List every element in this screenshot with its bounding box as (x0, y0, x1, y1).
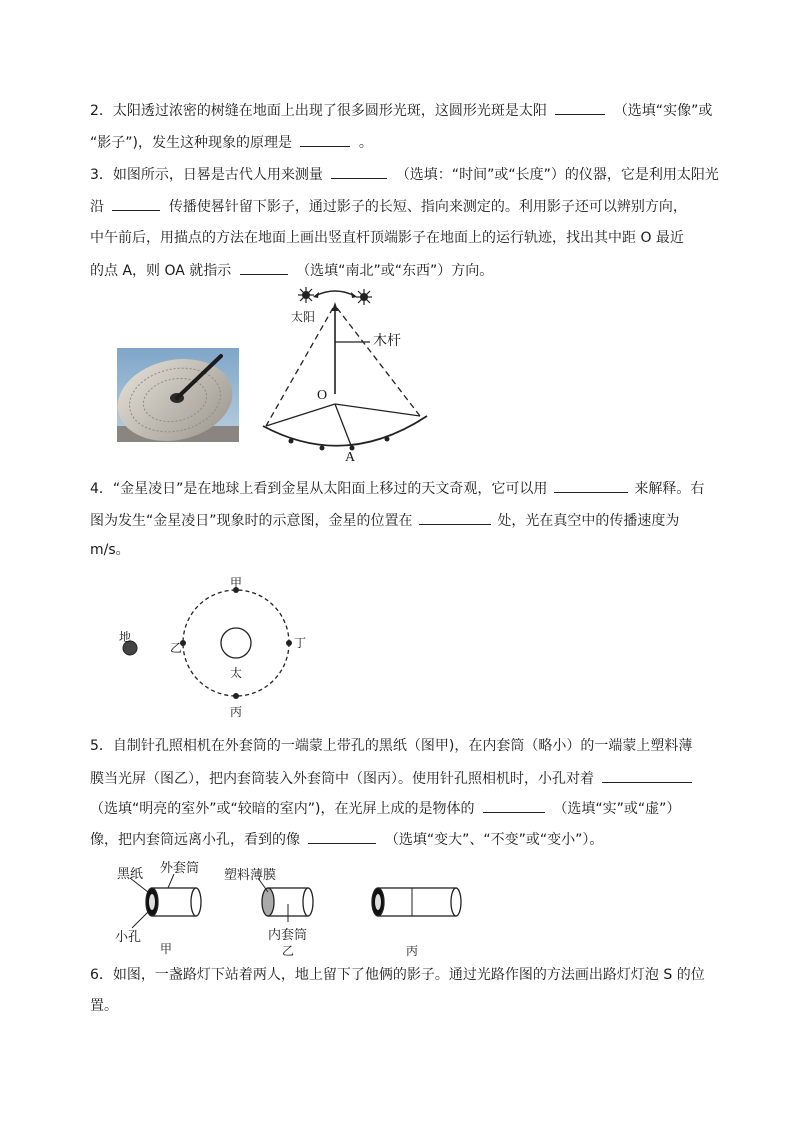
inner-tube-label: 内套筒 (268, 928, 308, 943)
caption-jia: 甲 (160, 942, 173, 956)
q4-blank-1[interactable] (554, 478, 628, 493)
jia-label: 甲 (230, 576, 243, 590)
q5-line-3: （选填“明亮的室外”或“较暗的室内”)，在光屏上成的是物体的 （选填“实”或“虚”） (90, 798, 680, 819)
q5-line-2: 膜当光屏（图乙），把内套筒装入外套筒中（图丙）。使用针孔照相机时，小孔对着 (90, 768, 692, 789)
q3-line-3: 中午前后，用描点的方法在地面上画出竖直杆顶端影子在地面上的运行轨迹，找出其中距 O 最近 (90, 230, 684, 246)
yi-label: 乙 (170, 641, 183, 655)
q3-line-4: 的点 A，则 OA 就指示 （选填“南北”或“东西”）方向。 (90, 260, 493, 281)
point-o-label: O (317, 388, 328, 403)
sun-icon (356, 289, 372, 305)
q2-line-2: “影子”)，发生这种现象的原理是 。 (90, 132, 373, 153)
q3-blank-1[interactable] (331, 164, 387, 179)
sundial-photo (117, 348, 239, 442)
q3-blank-3[interactable] (240, 260, 288, 275)
sundial-diagram (255, 284, 445, 470)
q4-blank-2[interactable] (419, 510, 491, 525)
q3-line-2: 沿 传播使晷针留下影子，通过影子的长短、指向来测定的。利用影子还可以辨别方向， (90, 196, 687, 217)
q3-blank-2[interactable] (112, 196, 160, 211)
q4-line-3: m/s。 (90, 542, 130, 558)
ding-label: 丁 (294, 636, 307, 650)
q6-line-1: 6．如图，一盏路灯下站着两人，地上留下了他俩的影子。通过光路作图的方法画出路灯灯泡 S 的位 (90, 967, 705, 983)
q4-line-2: 图为发生“金星凌日”现象时的示意图，金星的位置在 处，光在真空中的传播速度为 (90, 510, 679, 531)
q5-line-1: 5．自制针孔照相机在外套筒的一端蒙上带孔的黑纸（图甲)，在内套筒（略小）的一端蒙上塑料薄 (90, 738, 693, 754)
q6-line-2: 置。 (90, 998, 118, 1014)
q5-blank-3[interactable] (308, 829, 376, 844)
black-paper-label: 黑纸 (117, 867, 144, 882)
combined-tube-c (372, 888, 461, 916)
q2-blank-1[interactable] (555, 100, 605, 115)
q2-line-1: 2．太阳透过浓密的树缝在地面上出现了很多圆形光斑，这圆形光斑是太阳 （选填“实像”或 (90, 100, 712, 121)
q3-line-1: 3．如图所示，日晷是古代人用来测量 （选填：“时间”或“长度”）的仪器，它是利用太阳光 (90, 164, 719, 185)
q5-blank-2[interactable] (483, 798, 545, 813)
earth-label: 地 (119, 630, 132, 644)
q2-blank-2[interactable] (300, 132, 350, 147)
sun-icon (298, 287, 314, 303)
outer-tube-a (146, 888, 201, 916)
outer-tube-label: 外套筒 (160, 861, 200, 876)
caption-yi: 乙 (282, 944, 295, 958)
point-a-label: A (345, 450, 356, 465)
bing-label: 丙 (230, 705, 243, 719)
caption-bing: 丙 (406, 944, 419, 958)
sun-center-label: 太 (230, 666, 243, 680)
plastic-film-label: 塑料薄膜 (224, 868, 277, 883)
q4-line-1: 4．“金星凌日”是在地球上看到金星从太阳面上移过的天文奇观，它可以用 来解释。右 (90, 478, 704, 499)
sun-label: 太阳 (291, 310, 316, 324)
pinhole-camera-diagram (112, 856, 472, 960)
pinhole-label: 小孔 (115, 930, 142, 945)
venus-transit-diagram (112, 572, 322, 722)
pole-label: 木杆 (373, 333, 401, 349)
q5-blank-1[interactable] (602, 768, 692, 783)
q5-line-4: 像，把内套筒远离小孔，看到的像 （选填“变大”、“不变”或“变小”）。 (90, 829, 603, 850)
